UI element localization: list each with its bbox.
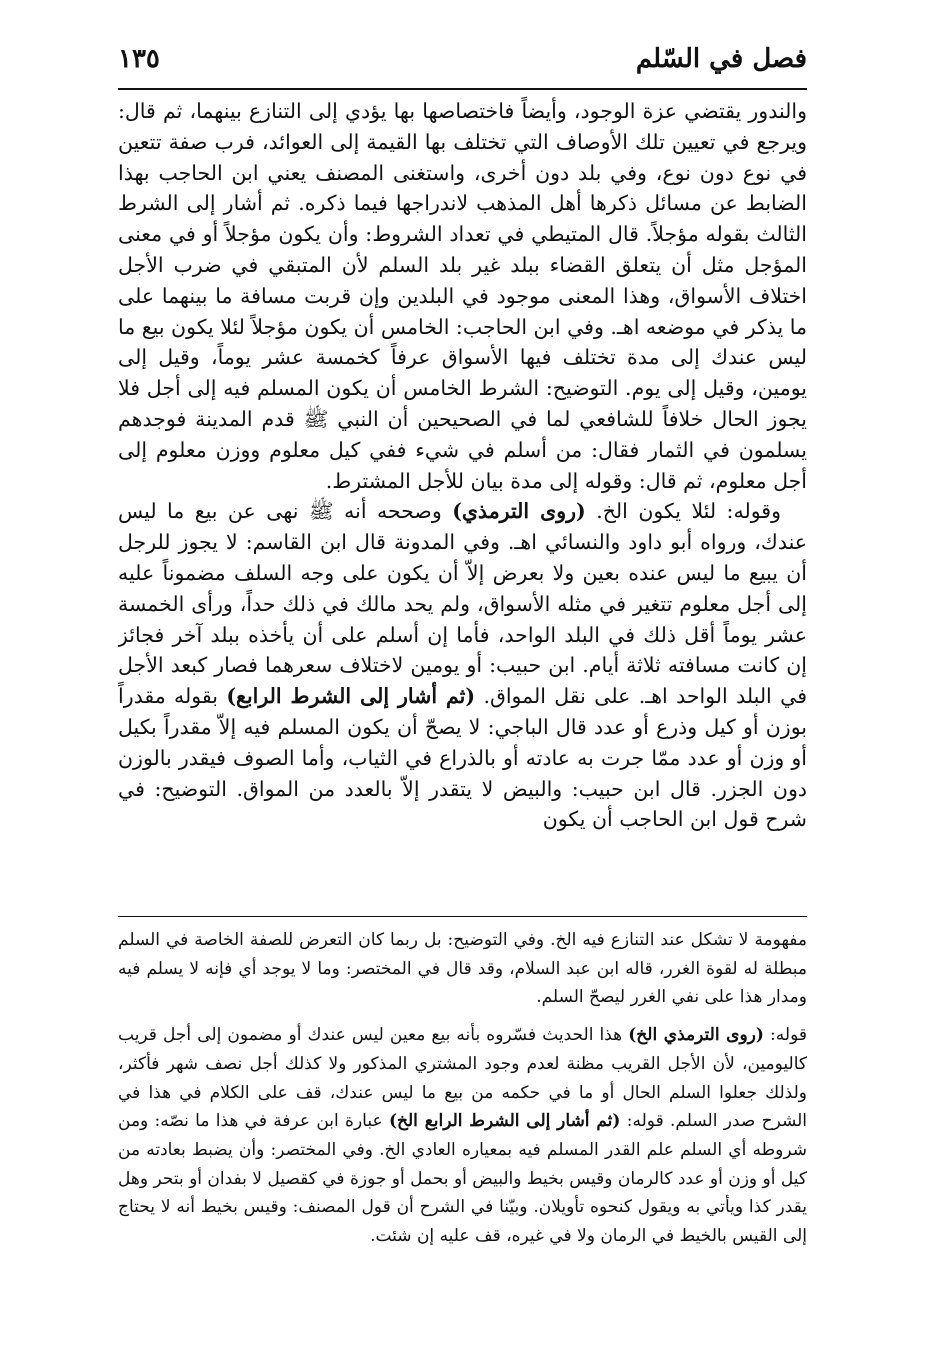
- footnote-2-text-a: قوله:: [770, 1025, 807, 1046]
- page-header: [118, 40, 807, 90]
- footnotes: [118, 926, 807, 1332]
- footnote-2-heading-tirmidhi: (روى الترمذي الخ): [628, 1025, 764, 1046]
- footnote-2-heading-fourth-condition: (ثم أشار إلى الشرط الرابع الخ): [388, 1111, 621, 1132]
- running-title: فصل في السّلم: [635, 44, 807, 74]
- main-paragraph-2-text-e: بقوله مقدراً بوزن أو كيل وذرع أو عدد قال الباجي: لا يصحّ أن يكون المسلم فيه إلاّ مقدراً بكيل أو وزن أو عدد ممّا جرت به عادته أو بالذراع في الثياب، وأما الصوف فيقدر بالوزن دون الجزر. قال ابن حبيب: والبيض لا يتقدر إلاّ بالعدد من المواق. التوضيح: في شرح قول ابن الحاجب أن يكون: [118, 684, 807, 832]
- main-text: [118, 96, 807, 904]
- footnote-divider: [118, 916, 807, 917]
- footnote-2-text-e: عبارة ابن عرفة في هذا ما نصّه: ومن شروطه أي السلم علم القدر المسلم فيه بمعياره العادي الخ. وفي المختصر: وأن يضبط بعادته من كيل أو وزن أو عدد كالرمان وقيس بخيط والبيض أو بحمل أو جوزة في كقصيل لا بفدان أو بتحر وهل يقدر كذا ويأتي به ويقول كنحوه تأويلان. وبيّنا في الشرح أن قول المصنف: وقيس بخيط أنه لا يحتاج إلى القيس بالخيط في الرمان ولا في غيره، قف عليه إن شئت.: [118, 1111, 807, 1247]
- header-rule: [118, 88, 807, 90]
- footnote-2-text-c: هذا الحديث فسّروه بأنه بيع معين ليس عندك أو مضمون إلى أجل قريب كاليومين، لأن الأجل القريب مظنة لعدم وجود المشتري المذكور ولا كذلك أجل نصف شهر فأكثر، ولذلك جعلوا السلم الحال أو ما في حكمه من بيع ما ليس عندك، قف على الكلام في هذا في الشرح صدر السلم. قوله:: [118, 1025, 807, 1132]
- main-paragraph-2: [118, 496, 807, 835]
- main-paragraph-2-text-c: وصححه أنه ﷺ نهى عن بيع ما ليس عندك، ورواه أبو داود والنسائي اهـ. وفي المدونة قال ابن القاسم: لا يجوز للرجل أن يبيع ما ليس عنده بعين ولا بعرض إلاّ أن يكون على وجه السلف مضموناً عليه إلى أجل معلوم تتغير في مثله الأسواق، ولم يحد مالك في ذلك حداً، ورأى الخمسة عشر يوماً أقل ذلك في البلد الواحد، فأما إن أسلم على أن يأخذه ببلد آخر فجائز إن كانت مسافته ثلاثة أيام. ابن حبيب: أو يومين لاختلاف سعرهما فصار كبعد الأجل في البلد الواحد اهـ. على نقل المواق.: [118, 499, 807, 709]
- main-paragraph-2-heading-tirmidhi: (روى الترمذي): [452, 499, 586, 524]
- page-number: ١٣٥: [118, 44, 160, 74]
- main-paragraph-2-heading-fourth-condition: (ثم أشار إلى الشرط الرابع): [226, 684, 476, 709]
- main-paragraph-2-text-a: وقوله: لئلا يكون الخ.: [596, 499, 781, 524]
- main-paragraph-1: والندور يقتضي عزة الوجود، وأيضاً فاختصاصها بها يؤدي إلى التنازع بينهما، ثم قال: ويرجع في تعيين تلك الأوصاف التي تختلف بها القيمة إلى العوائد، فرب صفة تتعين في نوع دون نوع، وفي بلد دون أخرى، واستغنى المصنف يعني ابن الحاجب بهذا الضابط عن مسائل ذكرها أهل المذهب لاندراجها فيما ذكره. ثم أشار إلى الشرط الثالث بقوله مؤجلاً. قال المتيطي في تعداد الشروط: وأن يكون مؤجلاً أو في معنى المؤجل مثل أن يتعلق القضاء ببلد غير بلد السلم لأن المتبقي في ضرب الأجل اختلاف الأسواق، وهذا المعنى موجود في البلدين وإن قربت مسافة ما بينهما على ما يذكر في موضعه اهـ. وفي ابن الحاجب: الخامس أن يكون مؤجلاً لئلا يكون بيع ما ليس عندك إلى مدة تختلف فيها الأسواق عرفاً كخمسة عشر يوماً، وقيل إلى يومين، وقيل إلى يوم. التوضيح: الشرط الخامس أن يكون المسلم فيه إلى أجل فلا يجوز الحال خلافاً للشافعي لما في الصحيحين أن النبي ﷺ قدم المدينة فوجدهم يسلمون في الثمار فقال: من أسلم في شيء ففي كيل معلوم ووزن معلوم إلى أجل معلوم، ثم قال: وقوله إلى مدة بيان للأجل المشترط.: [118, 99, 807, 493]
- footnote-2: [118, 1021, 807, 1251]
- footnote-1: مفهومة لا تشكل عند التنازع فيه الخ. وفي التوضيح: بل ربما كان التعرض للصفة الخاصة في السلم مبطلة له لقوة الغرر، قاله ابن عبد السلام، وقد قال في المختصر: وما لا يوجد أي فإنه لا يسلم فيه ومدار هذا على نفي الغرر ليصحّ السلم.: [118, 930, 807, 1008]
